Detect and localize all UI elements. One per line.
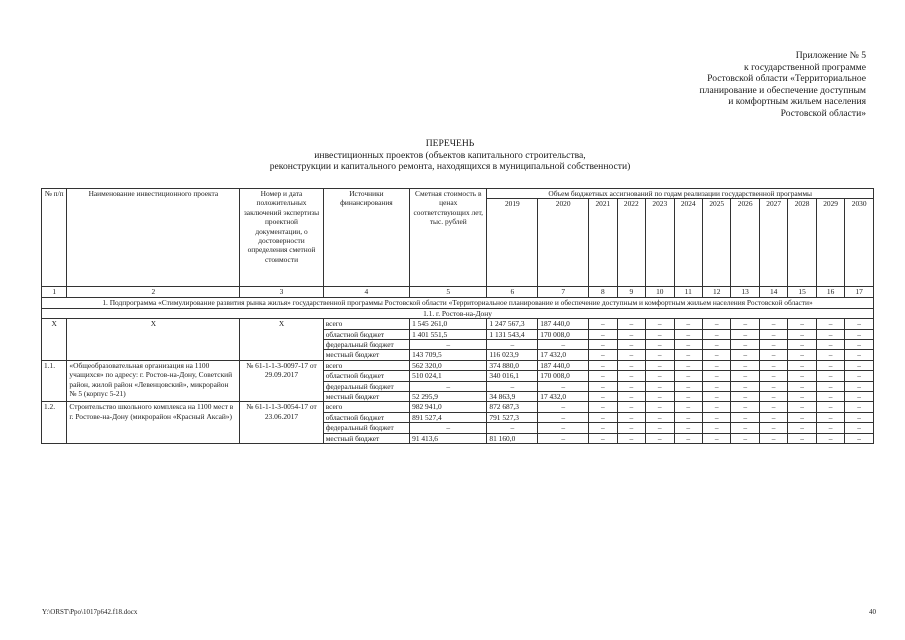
- estimated-cost: –: [410, 381, 487, 391]
- header-estimated-cost: Сметная стоимость в ценах соответствующих лет, тыс. рублей: [410, 189, 487, 287]
- value-year-empty: –: [731, 329, 759, 339]
- value-2019: 1 247 567,3: [487, 319, 538, 329]
- estimated-cost: –: [410, 423, 487, 433]
- value-year-empty: –: [702, 371, 730, 381]
- value-year-empty: –: [845, 329, 874, 339]
- column-number: 11: [674, 287, 702, 298]
- value-year-empty: –: [788, 412, 816, 422]
- value-2020: –: [538, 423, 589, 433]
- funding-source: всего: [323, 402, 409, 412]
- appendix-line: Ростовской области»: [780, 107, 866, 119]
- estimated-cost: 1 545 261,0: [410, 319, 487, 329]
- section-title: 1. Подпрограмма «Стимулирование развития рынка жилья» государственной программы Ростовской области «Территориальное планирование и обеспечение доступным и комфортным жильем населения Ростовской области»: [42, 298, 874, 308]
- value-year-empty: –: [759, 423, 787, 433]
- value-year-empty: –: [731, 371, 759, 381]
- project-conclusion: № 61-1-1-3-0054-17 от 23.06.2017: [240, 402, 323, 444]
- column-number: 9: [617, 287, 645, 298]
- value-2020: 187 440,0: [538, 360, 589, 370]
- project-conclusion: № 61-1-1-3-0097-17 от 29.09.2017: [240, 360, 323, 402]
- header-year: 2025: [702, 199, 730, 287]
- project-name: «Общеобразовательная организация на 1100 учащихся» по адресу: г. Ростов-на-Дону, Советский район, жилой район «Левенцовский», микрорайон № 5 (корпус 5-21): [67, 360, 240, 402]
- header-sources: Источники финансирования: [323, 189, 409, 287]
- value-year-empty: –: [702, 412, 730, 422]
- value-year-empty: –: [759, 433, 787, 443]
- project-number: 1.1.: [42, 360, 67, 402]
- value-year-empty: –: [674, 360, 702, 370]
- header-year: 2021: [589, 199, 617, 287]
- value-year-empty: –: [816, 329, 844, 339]
- value-year-empty: –: [788, 340, 816, 350]
- value-year-empty: –: [845, 433, 874, 443]
- value-year-empty: –: [617, 319, 645, 329]
- value-year-empty: –: [674, 371, 702, 381]
- value-2019: 34 863,9: [487, 392, 538, 402]
- value-year-empty: –: [816, 402, 844, 412]
- appendix-line: Ростовской области «Территориальное: [707, 73, 866, 85]
- appendix-note: [660, 50, 866, 120]
- value-year-empty: –: [845, 350, 874, 360]
- value-year-empty: –: [674, 329, 702, 339]
- value-year-empty: –: [731, 350, 759, 360]
- subsection-title: 1.1. г. Ростов-на-Дону: [42, 308, 874, 318]
- value-year-empty: –: [589, 423, 617, 433]
- header-project-name: Наименование инвестиционного проекта: [67, 189, 240, 287]
- value-year-empty: –: [617, 329, 645, 339]
- value-year-empty: –: [759, 350, 787, 360]
- value-year-empty: –: [617, 381, 645, 391]
- document-title: [190, 138, 710, 173]
- value-year-empty: –: [759, 319, 787, 329]
- value-year-empty: –: [845, 371, 874, 381]
- value-year-empty: –: [617, 412, 645, 422]
- header-year: 2027: [759, 199, 787, 287]
- column-number: 10: [646, 287, 674, 298]
- value-year-empty: –: [674, 350, 702, 360]
- value-year-empty: –: [646, 381, 674, 391]
- value-year-empty: –: [702, 392, 730, 402]
- value-year-empty: –: [646, 412, 674, 422]
- value-2019: –: [487, 423, 538, 433]
- file-path: Y:\ORST\Ppo\1017p642.f18.docx: [42, 608, 138, 616]
- value-2020: –: [538, 433, 589, 443]
- column-number: 14: [759, 287, 787, 298]
- table-row: [42, 319, 874, 329]
- value-2019: 872 687,3: [487, 402, 538, 412]
- project-number: Х: [42, 319, 67, 361]
- value-year-empty: –: [788, 402, 816, 412]
- value-year-empty: –: [646, 371, 674, 381]
- estimated-cost: 510 024,1: [410, 371, 487, 381]
- value-year-empty: –: [759, 412, 787, 422]
- value-year-empty: –: [646, 350, 674, 360]
- value-year-empty: –: [646, 319, 674, 329]
- value-year-empty: –: [731, 433, 759, 443]
- estimated-cost: 982 941,0: [410, 402, 487, 412]
- value-year-empty: –: [788, 392, 816, 402]
- value-year-empty: –: [589, 350, 617, 360]
- value-year-empty: –: [702, 319, 730, 329]
- value-year-empty: –: [731, 381, 759, 391]
- value-year-empty: –: [674, 412, 702, 422]
- value-year-empty: –: [759, 371, 787, 381]
- estimated-cost: 891 527,4: [410, 412, 487, 422]
- value-year-empty: –: [646, 433, 674, 443]
- appendix-line: к государственной программе: [744, 61, 866, 73]
- value-year-empty: –: [646, 402, 674, 412]
- value-year-empty: –: [702, 340, 730, 350]
- estimated-cost: 52 295,9: [410, 392, 487, 402]
- value-year-empty: –: [816, 340, 844, 350]
- value-year-empty: –: [788, 381, 816, 391]
- funding-source: федеральный бюджет: [323, 423, 409, 433]
- header-year: 2029: [816, 199, 844, 287]
- column-number: 2: [67, 287, 240, 298]
- value-2020: –: [538, 412, 589, 422]
- column-number: 15: [788, 287, 816, 298]
- value-2019: 116 023,9: [487, 350, 538, 360]
- value-2020: –: [538, 381, 589, 391]
- value-year-empty: –: [788, 360, 816, 370]
- column-number: 13: [731, 287, 759, 298]
- table-row: [42, 402, 874, 412]
- header-year: 2030: [845, 199, 874, 287]
- column-number: 3: [240, 287, 323, 298]
- value-year-empty: –: [617, 392, 645, 402]
- value-year-empty: –: [674, 423, 702, 433]
- value-year-empty: –: [759, 381, 787, 391]
- title-line: ПЕРЕЧЕНЬ: [425, 138, 475, 149]
- value-year-empty: –: [788, 433, 816, 443]
- value-year-empty: –: [731, 319, 759, 329]
- subsection-row: [42, 308, 874, 318]
- value-2020: 170 008,0: [538, 371, 589, 381]
- value-year-empty: –: [788, 319, 816, 329]
- project-name: Х: [67, 319, 240, 361]
- value-year-empty: –: [816, 412, 844, 422]
- column-number: 1: [42, 287, 67, 298]
- estimated-cost: 91 413,6: [410, 433, 487, 443]
- header-year: 2020: [538, 199, 589, 287]
- value-year-empty: –: [617, 360, 645, 370]
- value-year-empty: –: [646, 423, 674, 433]
- value-2020: 17 432,0: [538, 350, 589, 360]
- column-number: 4: [323, 287, 409, 298]
- value-year-empty: –: [845, 423, 874, 433]
- value-year-empty: –: [816, 319, 844, 329]
- value-2020: –: [538, 402, 589, 412]
- value-year-empty: –: [845, 340, 874, 350]
- project-name: Строительство школьного комплекса на 1100 мест в г. Ростове-на-Дону (микрорайон «Красный Аксай»): [67, 402, 240, 444]
- value-year-empty: –: [788, 371, 816, 381]
- value-year-empty: –: [845, 360, 874, 370]
- value-2019: 1 131 543,4: [487, 329, 538, 339]
- value-year-empty: –: [845, 319, 874, 329]
- value-year-empty: –: [816, 360, 844, 370]
- value-year-empty: –: [702, 329, 730, 339]
- column-number: 7: [538, 287, 589, 298]
- column-number: 5: [410, 287, 487, 298]
- value-year-empty: –: [589, 340, 617, 350]
- column-number: 6: [487, 287, 538, 298]
- value-year-empty: –: [674, 381, 702, 391]
- value-year-empty: –: [617, 340, 645, 350]
- funding-source: областной бюджет: [323, 371, 409, 381]
- value-year-empty: –: [788, 423, 816, 433]
- value-year-empty: –: [759, 402, 787, 412]
- value-year-empty: –: [702, 381, 730, 391]
- project-number: 1.2.: [42, 402, 67, 444]
- value-year-empty: –: [731, 412, 759, 422]
- value-year-empty: –: [674, 402, 702, 412]
- funding-source: областной бюджет: [323, 329, 409, 339]
- funding-source: местный бюджет: [323, 350, 409, 360]
- value-year-empty: –: [646, 340, 674, 350]
- value-2019: 791 527,3: [487, 412, 538, 422]
- value-year-empty: –: [589, 319, 617, 329]
- project-conclusion: Х: [240, 319, 323, 361]
- value-year-empty: –: [816, 381, 844, 391]
- header-year: 2023: [646, 199, 674, 287]
- table-row: [42, 360, 874, 370]
- value-year-empty: –: [816, 371, 844, 381]
- value-year-empty: –: [845, 412, 874, 422]
- value-year-empty: –: [759, 360, 787, 370]
- header-year: 2019: [487, 199, 538, 287]
- estimated-cost: –: [410, 340, 487, 350]
- value-year-empty: –: [589, 371, 617, 381]
- value-year-empty: –: [589, 329, 617, 339]
- funding-source: всего: [323, 360, 409, 370]
- value-year-empty: –: [731, 340, 759, 350]
- value-year-empty: –: [674, 433, 702, 443]
- funding-source: федеральный бюджет: [323, 381, 409, 391]
- value-year-empty: –: [731, 402, 759, 412]
- value-year-empty: –: [731, 360, 759, 370]
- value-year-empty: –: [816, 350, 844, 360]
- value-year-empty: –: [759, 329, 787, 339]
- value-2020: –: [538, 340, 589, 350]
- funding-source: местный бюджет: [323, 392, 409, 402]
- header-year: 2028: [788, 199, 816, 287]
- value-year-empty: –: [731, 392, 759, 402]
- value-year-empty: –: [845, 392, 874, 402]
- value-year-empty: –: [702, 433, 730, 443]
- header-row: [42, 189, 874, 199]
- column-numbers-row: [42, 287, 874, 298]
- funding-source: областной бюджет: [323, 412, 409, 422]
- header-year: 2026: [731, 199, 759, 287]
- value-year-empty: –: [617, 402, 645, 412]
- value-2019: 340 016,1: [487, 371, 538, 381]
- page-number: 40: [869, 608, 876, 616]
- value-year-empty: –: [617, 423, 645, 433]
- header-years-group: Объем бюджетных ассигнований по годам реализации государственной программы: [487, 189, 874, 199]
- value-year-empty: –: [816, 392, 844, 402]
- title-line: реконструкции и капитального ремонта, находящихся в муниципальной собственности): [269, 161, 631, 173]
- value-year-empty: –: [617, 350, 645, 360]
- value-year-empty: –: [646, 329, 674, 339]
- value-year-empty: –: [845, 402, 874, 412]
- value-year-empty: –: [702, 350, 730, 360]
- value-year-empty: –: [731, 423, 759, 433]
- value-2019: 374 880,0: [487, 360, 538, 370]
- header-year: 2024: [674, 199, 702, 287]
- column-number: 12: [702, 287, 730, 298]
- value-year-empty: –: [674, 392, 702, 402]
- value-year-empty: –: [702, 402, 730, 412]
- value-year-empty: –: [845, 381, 874, 391]
- column-number: 17: [845, 287, 874, 298]
- funding-source: федеральный бюджет: [323, 340, 409, 350]
- value-year-empty: –: [589, 433, 617, 443]
- funding-source: местный бюджет: [323, 433, 409, 443]
- value-2019: 81 160,0: [487, 433, 538, 443]
- value-2020: 170 008,0: [538, 329, 589, 339]
- value-year-empty: –: [816, 423, 844, 433]
- value-2020: 187 440,0: [538, 319, 589, 329]
- header-conclusion: Номер и дата положительных заключений экспертизы проектной документации, о достоверности определения сметной стоимости: [240, 189, 323, 287]
- value-year-empty: –: [702, 360, 730, 370]
- value-year-empty: –: [589, 402, 617, 412]
- value-year-empty: –: [646, 360, 674, 370]
- appendix-line: планирование и обеспечение доступным: [699, 84, 866, 96]
- value-year-empty: –: [759, 340, 787, 350]
- value-year-empty: –: [788, 350, 816, 360]
- value-year-empty: –: [674, 319, 702, 329]
- value-year-empty: –: [589, 360, 617, 370]
- estimated-cost: 1 401 551,5: [410, 329, 487, 339]
- value-year-empty: –: [759, 392, 787, 402]
- section-row: [42, 298, 874, 308]
- appendix-line: Приложение № 5: [795, 50, 866, 61]
- value-2019: –: [487, 340, 538, 350]
- value-2019: –: [487, 381, 538, 391]
- value-year-empty: –: [646, 392, 674, 402]
- header-number: № п/п: [42, 189, 67, 287]
- column-number: 16: [816, 287, 844, 298]
- value-year-empty: –: [788, 329, 816, 339]
- value-year-empty: –: [589, 412, 617, 422]
- value-year-empty: –: [702, 423, 730, 433]
- estimated-cost: 143 709,5: [410, 350, 487, 360]
- value-2020: 17 432,0: [538, 392, 589, 402]
- value-year-empty: –: [589, 381, 617, 391]
- value-year-empty: –: [589, 392, 617, 402]
- value-year-empty: –: [617, 433, 645, 443]
- funding-source: всего: [323, 319, 409, 329]
- header-year: 2022: [617, 199, 645, 287]
- value-year-empty: –: [617, 371, 645, 381]
- appendix-line: и комфортным жильем населения: [728, 96, 866, 108]
- estimated-cost: 562 320,0: [410, 360, 487, 370]
- title-line: инвестиционных проектов (объектов капитального строительства,: [314, 149, 586, 161]
- value-year-empty: –: [816, 433, 844, 443]
- investment-projects-table: [41, 188, 874, 444]
- column-number: 8: [589, 287, 617, 298]
- value-year-empty: –: [674, 340, 702, 350]
